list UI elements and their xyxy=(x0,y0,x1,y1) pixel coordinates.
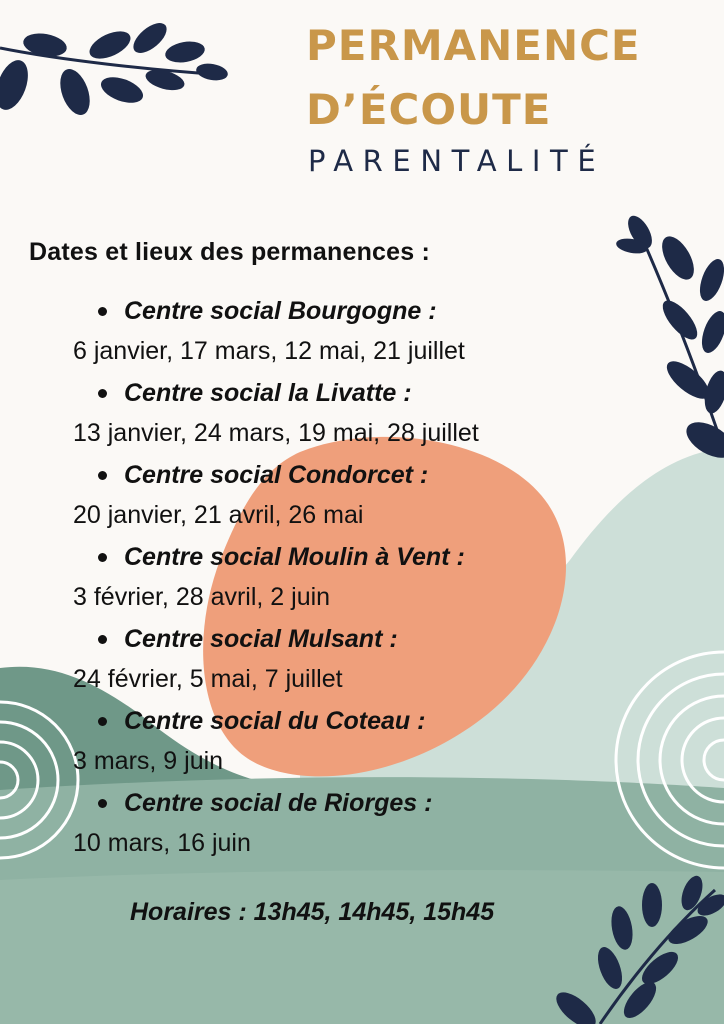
place-label: Centre social la Livatte : xyxy=(124,378,412,407)
place-name xyxy=(73,536,713,578)
place-dates: 3 février, 28 avril, 2 juin xyxy=(73,583,331,611)
place-dates: 24 février, 5 mai, 7 juillet xyxy=(73,665,343,693)
list-item xyxy=(73,700,713,782)
place-dates: 6 janvier, 17 mars, 12 mai, 21 juillet xyxy=(73,337,465,365)
bullet-icon xyxy=(98,799,107,808)
place-dates: 3 mars, 9 juin xyxy=(73,747,224,775)
list-item xyxy=(73,782,713,864)
place-name xyxy=(73,372,713,414)
bullet-icon xyxy=(98,471,107,480)
subtitle: PARENTALITÉ xyxy=(308,144,606,178)
place-name xyxy=(73,290,713,332)
bullet-icon xyxy=(98,553,107,562)
bullet-icon xyxy=(98,307,107,316)
list-item xyxy=(73,618,713,700)
place-dates: 20 janvier, 21 avril, 26 mai xyxy=(73,501,364,529)
place-label: Centre social Condorcet : xyxy=(124,460,429,489)
place-dates: 10 mars, 16 juin xyxy=(73,829,251,857)
list-item xyxy=(73,290,713,372)
title-line-2: D’ÉCOUTE xyxy=(306,85,552,134)
place-label: Centre social Bourgogne : xyxy=(124,296,437,325)
place-label: Centre social du Coteau : xyxy=(124,706,426,735)
place-name xyxy=(73,454,713,496)
place-dates: 13 janvier, 24 mars, 19 mai, 28 juillet xyxy=(73,419,479,447)
bullet-icon xyxy=(98,717,107,726)
list-item xyxy=(73,372,713,454)
section-heading: Dates et lieux des permanences : xyxy=(29,238,431,266)
place-label: Centre social de Riorges : xyxy=(124,788,433,817)
list-item xyxy=(73,454,713,536)
place-label: Centre social Mulsant : xyxy=(124,624,398,653)
title-line-1: PERMANENCE xyxy=(306,21,641,70)
place-name xyxy=(73,782,713,824)
hours-line: Horaires : 13h45, 14h45, 15h45 xyxy=(130,898,495,926)
place-label: Centre social Moulin à Vent : xyxy=(124,542,465,571)
leaf-branch-icon xyxy=(0,17,229,119)
bullet-icon xyxy=(98,635,107,644)
place-name xyxy=(73,700,713,742)
list-item xyxy=(73,536,713,618)
place-name xyxy=(73,618,713,660)
bullet-icon xyxy=(98,389,107,398)
schedule-list xyxy=(73,290,713,864)
